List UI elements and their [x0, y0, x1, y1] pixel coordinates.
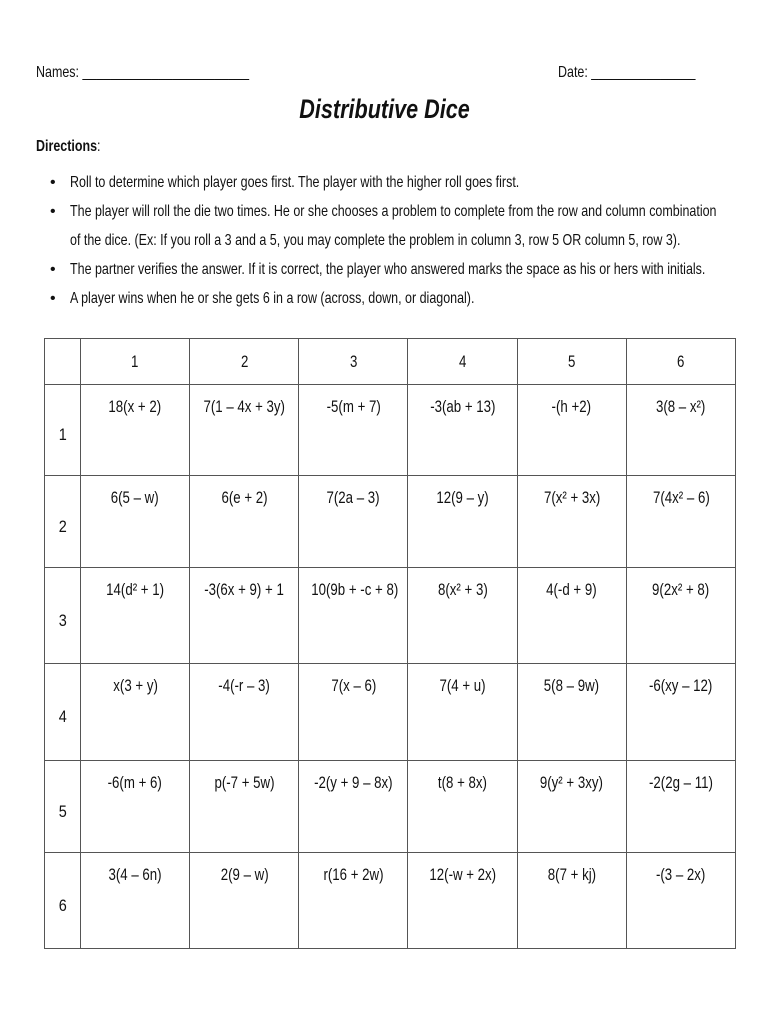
- problem-cell[interactable]: [81, 853, 190, 949]
- problem-cell[interactable]: [626, 568, 735, 664]
- problem-expression: 2(9 – w): [220, 865, 269, 884]
- row-header-label: 3: [58, 610, 67, 630]
- problem-expression: 8(x² + 3): [437, 580, 488, 599]
- problem-cell[interactable]: [190, 761, 299, 853]
- problem-expression: 12(9 – y): [436, 488, 489, 507]
- direction-text: Roll to determine which player goes first. The player with the higher roll goes first.: [70, 174, 520, 191]
- corner-cell: [45, 339, 81, 385]
- problem-expression: 6(5 – w): [111, 488, 160, 507]
- bullet-icon: •: [50, 261, 56, 278]
- problem-expression: 7(1 – 4x + 3y): [203, 397, 285, 416]
- problem-expression: 12(-w + 2x): [429, 865, 496, 884]
- problem-expression: -2(y + 9 – 8x): [314, 773, 393, 792]
- direction-item: [50, 284, 740, 313]
- names-label: Names: ________________________: [36, 64, 250, 81]
- problem-cell[interactable]: [626, 853, 735, 949]
- problem-cell[interactable]: [408, 476, 517, 568]
- grid-row: [45, 853, 736, 949]
- problem-cell[interactable]: [626, 664, 735, 761]
- column-header: [81, 339, 190, 385]
- column-header: [190, 339, 299, 385]
- row-header: [45, 568, 81, 664]
- direction-text: A player wins when he or she gets 6 in a row (across, down, or diagonal).: [70, 290, 475, 307]
- problem-cell[interactable]: [517, 761, 626, 853]
- problem-expression: 18(x + 2): [108, 397, 162, 416]
- grid-row: [45, 664, 736, 761]
- row-header-label: 5: [58, 801, 67, 821]
- page-title: [0, 94, 770, 125]
- column-header: [408, 339, 517, 385]
- problem-cell[interactable]: [517, 476, 626, 568]
- problem-cell[interactable]: [517, 385, 626, 476]
- problem-cell[interactable]: [190, 476, 299, 568]
- problem-expression: -(3 – 2x): [656, 865, 706, 884]
- column-header: [299, 339, 408, 385]
- problem-expression: 7(4 + u): [439, 676, 486, 695]
- problem-cell[interactable]: [299, 853, 408, 949]
- direction-text: The partner verifies the answer. If it is correct, the player who answered marks the space as his or hers with initials.: [70, 261, 706, 278]
- problem-cell[interactable]: [408, 853, 517, 949]
- date-label: Date: _______________: [558, 64, 696, 81]
- problem-expression: 9(2x² + 8): [652, 580, 710, 599]
- bullet-icon: •: [50, 174, 56, 191]
- problem-expression: -6(m + 6): [107, 773, 163, 792]
- column-header-row: [45, 339, 736, 385]
- column-header-label: 6: [677, 351, 685, 371]
- header: [36, 64, 726, 86]
- row-header: [45, 664, 81, 761]
- problem-cell[interactable]: [626, 385, 735, 476]
- problem-expression: 3(8 – x²): [656, 397, 706, 416]
- problem-expression: 10(9b + -c + 8): [311, 580, 399, 599]
- row-header: [45, 761, 81, 853]
- problem-cell[interactable]: [190, 664, 299, 761]
- direction-text: of the dice. (Ex: If you roll a 3 and a 5, you may complete the problem in column 3, row 5 OR column 5, row 3).: [70, 232, 681, 249]
- column-header-label: 3: [349, 351, 358, 371]
- problem-expression: 8(7 + kj): [547, 865, 596, 884]
- problem-cell[interactable]: [299, 385, 408, 476]
- direction-text: The player will roll the die two times. He or she chooses a problem to complete from the row and column combination: [70, 203, 717, 220]
- problem-cell[interactable]: [81, 761, 190, 853]
- grid-row: [45, 476, 736, 568]
- problem-cell[interactable]: [299, 568, 408, 664]
- problem-expression: 7(4x² – 6): [652, 488, 710, 507]
- problem-expression: r(16 + 2w): [323, 865, 384, 884]
- problem-cell[interactable]: [517, 664, 626, 761]
- row-header: [45, 853, 81, 949]
- problem-expression: -(h +2): [551, 397, 592, 416]
- problem-expression: 5(8 – 9w): [544, 676, 600, 695]
- directions-label: Directions: [36, 138, 98, 155]
- problem-cell[interactable]: [408, 761, 517, 853]
- bullet-icon: •: [50, 203, 56, 220]
- problem-expression: 14(d² + 1): [106, 580, 165, 599]
- problem-cell[interactable]: [81, 568, 190, 664]
- row-header-label: 2: [58, 516, 67, 536]
- problem-grid: [44, 338, 736, 949]
- problem-cell[interactable]: [190, 853, 299, 949]
- direction-item: [50, 255, 740, 284]
- problem-expression: 7(x² + 3x): [543, 488, 600, 507]
- problem-cell[interactable]: [299, 664, 408, 761]
- problem-cell[interactable]: [299, 761, 408, 853]
- row-header-label: 4: [58, 707, 67, 726]
- title-text: Distributive Dice: [299, 94, 471, 124]
- problem-expression: -5(m + 7): [326, 397, 381, 416]
- column-header-label: 2: [240, 351, 248, 371]
- problem-expression: 4(-d + 9): [546, 580, 597, 599]
- problem-expression: p(-7 + 5w): [214, 773, 275, 792]
- problem-expression: 7(2a – 3): [326, 488, 380, 507]
- column-header-label: 5: [568, 351, 576, 371]
- date-field[interactable]: [558, 64, 734, 82]
- problem-expression: 3(4 – 6n): [108, 865, 162, 884]
- row-header: [45, 476, 81, 568]
- problem-expression: -2(2g – 11): [648, 773, 713, 792]
- row-header-label: 6: [58, 895, 67, 915]
- problem-expression: t(8 + 8x): [438, 773, 488, 792]
- problem-cell[interactable]: [408, 568, 517, 664]
- problem-expression: x(3 + y): [112, 676, 158, 695]
- column-header: [517, 339, 626, 385]
- problem-cell[interactable]: [517, 853, 626, 949]
- grid-row: [45, 385, 736, 476]
- direction-item: [50, 197, 740, 255]
- directions-list: [50, 168, 740, 313]
- problem-expression: 7(x – 6): [330, 676, 376, 695]
- problem-expression: -3(6x + 9) + 1: [204, 580, 285, 599]
- column-header: [626, 339, 735, 385]
- problem-expression: -4(-r – 3): [218, 676, 271, 695]
- problem-expression: 6(e + 2): [221, 488, 268, 507]
- problem-cell[interactable]: [517, 568, 626, 664]
- problem-cell[interactable]: [81, 476, 190, 568]
- problem-cell[interactable]: [190, 385, 299, 476]
- problem-expression: -6(xy – 12): [649, 676, 713, 695]
- problem-cell[interactable]: [408, 385, 517, 476]
- bullet-icon: •: [50, 290, 56, 307]
- grid-row: [45, 761, 736, 853]
- problem-cell[interactable]: [626, 476, 735, 568]
- problem-cell[interactable]: [408, 664, 517, 761]
- problem-expression: 9(y² + 3xy): [540, 773, 604, 792]
- directions-heading: [36, 138, 119, 156]
- direction-item: [50, 168, 740, 197]
- row-header-label: 1: [58, 425, 67, 444]
- problem-cell[interactable]: [299, 476, 408, 568]
- problem-cell[interactable]: [190, 568, 299, 664]
- column-header-label: 4: [458, 351, 467, 371]
- names-field[interactable]: [36, 64, 309, 82]
- problem-cell[interactable]: [81, 664, 190, 761]
- problem-expression: -3(ab + 13): [429, 397, 496, 416]
- column-header-label: 1: [131, 351, 139, 371]
- problem-cell[interactable]: [81, 385, 190, 476]
- directions-colon: :: [97, 138, 101, 155]
- problem-cell[interactable]: [626, 761, 735, 853]
- grid-row: [45, 568, 736, 664]
- row-header: [45, 385, 81, 476]
